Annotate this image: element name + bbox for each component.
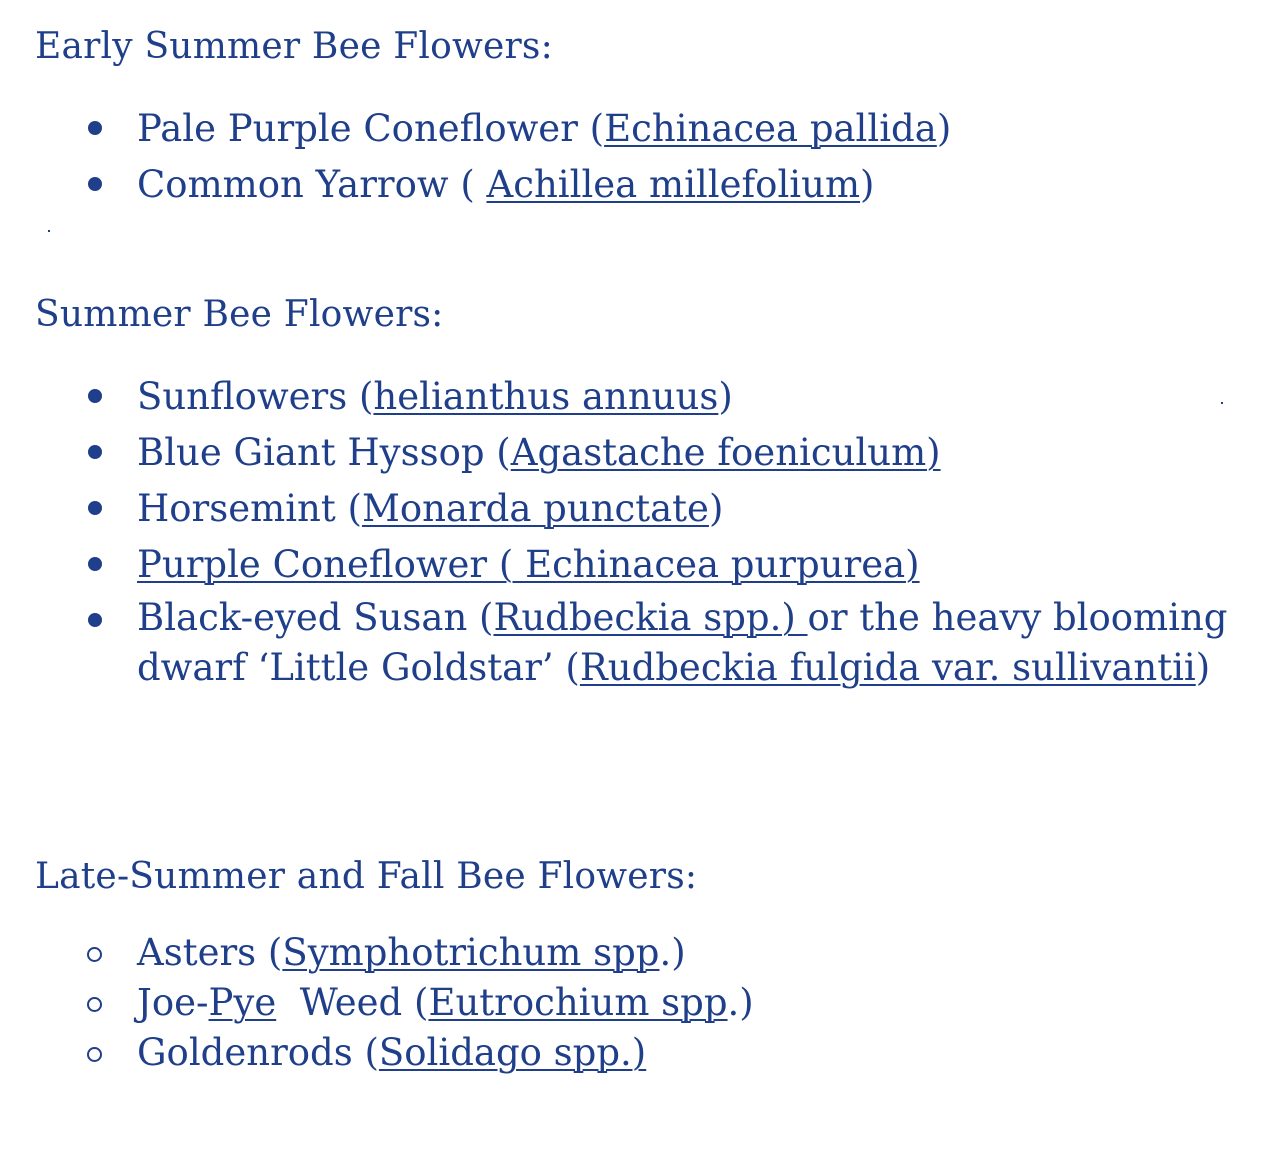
scientific-name: Agastache foeniculum) bbox=[510, 431, 941, 474]
bullet-disc-icon bbox=[88, 557, 102, 571]
list-item: Goldenrods (Solidago spp.) bbox=[80, 1028, 754, 1078]
late-summer-fall-list bbox=[80, 928, 754, 1078]
bullet-disc-icon bbox=[88, 501, 102, 515]
bullet-disc-icon bbox=[88, 613, 102, 627]
early-summer-list bbox=[80, 101, 951, 213]
bullet-circle-icon bbox=[87, 1047, 102, 1062]
bullet-disc-icon bbox=[88, 121, 102, 135]
bullet-circle-icon bbox=[87, 947, 102, 962]
scientific-name: Monarda punctate bbox=[361, 487, 709, 530]
list-item: Joe-Pye Weed (Eutrochium spp.) bbox=[80, 978, 754, 1028]
scientific-name: Symphotrichum spp bbox=[282, 931, 660, 974]
scientific-name: Eutrochium spp bbox=[428, 981, 728, 1024]
list-item: Blue Giant Hyssop (Agastache foeniculum) bbox=[80, 425, 1227, 481]
scientific-name: Achillea millefolium bbox=[486, 163, 861, 206]
summer-list bbox=[80, 369, 1227, 693]
section-heading-early-summer: Early Summer Bee Flowers: bbox=[35, 26, 553, 67]
bullet-circle-icon bbox=[87, 997, 102, 1012]
section-heading-summer: Summer Bee Flowers: bbox=[35, 294, 444, 335]
scan-speck bbox=[48, 230, 50, 232]
scientific-name: Echinacea pallida bbox=[604, 107, 937, 150]
bullet-disc-icon bbox=[88, 177, 102, 191]
bullet-disc-icon bbox=[88, 445, 102, 459]
scientific-name: helianthus annuus bbox=[373, 375, 719, 418]
bullet-disc-icon bbox=[88, 389, 102, 403]
scientific-name: Pye bbox=[208, 981, 277, 1024]
list-item: Sunflowers (helianthus annuus) bbox=[80, 369, 1227, 425]
scientific-name: Rudbeckia spp.) bbox=[493, 596, 808, 639]
list-item: Asters (Symphotrichum spp.) bbox=[80, 928, 754, 978]
list-item: Common Yarrow ( Achillea millefolium) bbox=[80, 157, 951, 213]
list-item: Horsemint (Monarda punctate) bbox=[80, 481, 1227, 537]
scientific-name: Rudbeckia fulgida var. sullivantii bbox=[579, 646, 1196, 689]
list-item: Pale Purple Coneflower (Echinacea pallida) bbox=[80, 101, 951, 157]
scientific-name: Purple Coneflower ( Echinacea purpurea) bbox=[137, 543, 920, 586]
scan-speck bbox=[1221, 402, 1223, 404]
section-heading-late-summer-fall: Late-Summer and Fall Bee Flowers: bbox=[35, 856, 698, 897]
list-item: Black-eyed Susan (Rudbeckia spp.) or the heavy blooming dwarf ‘Little Goldstar’ (Rudbeckia fulgida var. sullivantii) bbox=[80, 593, 1227, 693]
scientific-name: Solidago spp.) bbox=[378, 1031, 647, 1074]
list-item bbox=[80, 537, 1227, 593]
